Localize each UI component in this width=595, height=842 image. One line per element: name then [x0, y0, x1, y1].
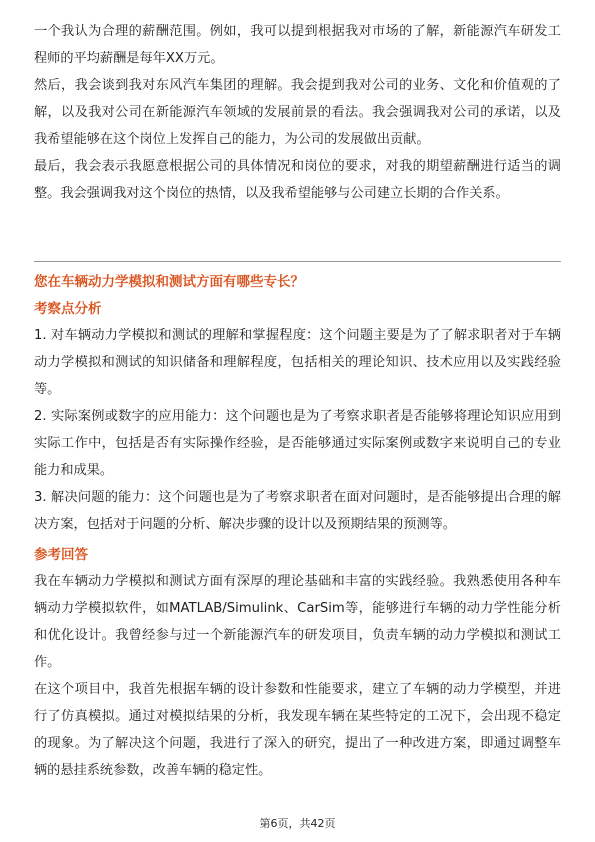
page-number-footer: 第6页，共42页	[259, 817, 336, 830]
analysis-item: 2. 实际案例或数字的应用能力：这个问题也是为了考察求职者是否能够将理论知识应用到实际工作中，包括是否有实际操作经验，是否能够通过实际案例或数字来说明自己的专业能力和成果。	[34, 409, 561, 478]
analysis-item: 1. 对车辆动力学模拟和测试的理解和掌握程度：这个问题主要是为了了解求职者对于车辆动力学模拟和测试的知识储备和理解程度，包括相关的理论知识、技术应用以及实践经验等。	[34, 328, 561, 397]
intro-section	[34, 18, 561, 207]
analysis-title: 考察点分析	[34, 301, 102, 317]
answer-paragraph: 我在车辆动力学模拟和测试方面有深厚的理论基础和丰富的实践经验。我熟悉使用各种车辆动力学模拟软件，如MATLAB/Simulink、CarSim等，能够进行车辆的动力学性能分析和优化设计。我曾经参与过一个新能源汽车的研发项目，负责车辆的动力学模拟和测试工作。	[34, 574, 561, 670]
question-section	[34, 269, 561, 784]
answer-paragraph: 在这个项目中，我首先根据车辆的设计参数和性能要求，建立了车辆的动力学模型，并进行了仿真模拟。通过对模拟结果的分析，我发现车辆在某些特定的工况下，会出现不稳定的现象。为了解决这个问题，我进行了深入的研究，提出了一种改进方案，即通过调整车辆的悬挂系统参数，改善车辆的稳定性。	[34, 682, 561, 778]
section-divider	[34, 261, 561, 262]
question-heading: 您在车辆动力学模拟和测试方面有哪些专长？	[34, 274, 304, 290]
intro-paragraph: 最后，我会表示我愿意根据公司的具体情况和岗位的要求，对我的期望薪酬进行适当的调整。我会强调我对这个岗位的热情，以及我希望能够与公司建立长期的合作关系。	[34, 159, 561, 201]
intro-paragraph: 一个我认为合理的薪酬范围。例如，我可以提到根据我对市场的了解，新能源汽车研发工程师的平均薪酬是每年XX万元。	[34, 24, 561, 66]
analysis-item: 3. 解决问题的能力：这个问题也是为了考察求职者在面对问题时，是否能够提出合理的解决方案，包括对于问题的分析、解决步骤的设计以及预期结果的预测等。	[34, 490, 561, 532]
intro-paragraph: 然后，我会谈到我对东风汽车集团的理解。我会提到我对公司的业务、文化和价值观的了解，以及我对公司在新能源汽车领域的发展前景的看法。我会强调我对公司的承诺，以及我希望能够在这个岗位上发挥自己的能力，为公司的发展做出贡献。	[34, 78, 561, 147]
answer-title: 参考回答	[34, 547, 88, 563]
